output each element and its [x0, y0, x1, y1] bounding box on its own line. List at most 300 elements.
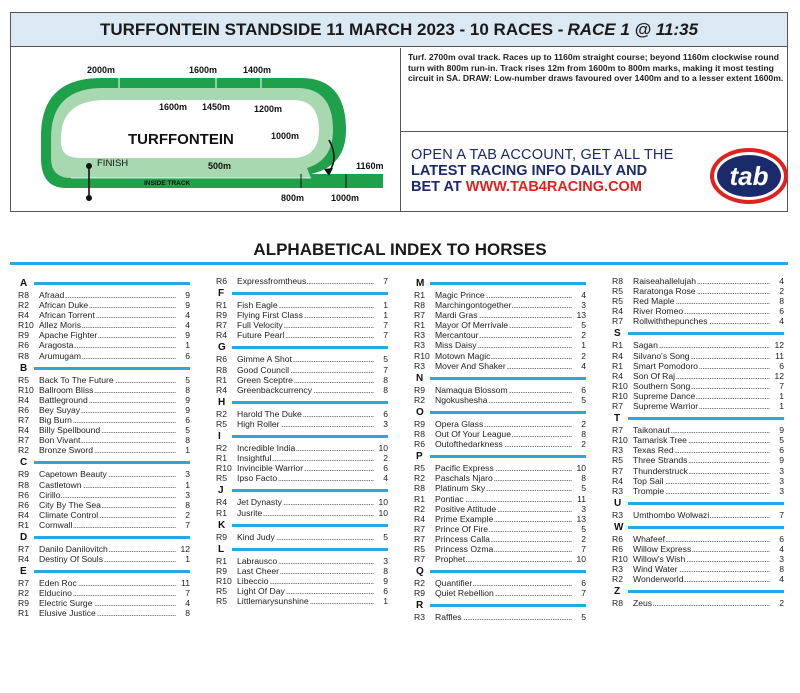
horse-row: [414, 578, 586, 588]
race-number: R4: [612, 306, 623, 317]
horse-name: Light Of Day: [237, 585, 285, 596]
horse-row: [18, 510, 190, 520]
race-number: R4: [216, 497, 227, 508]
horse-name-cell: [435, 351, 572, 361]
promo-line-1: OPEN A TAB ACCOUNT, GET ALL THE: [411, 147, 674, 163]
horse-name: Ballroom Bliss: [39, 384, 94, 395]
finish-post-top: [86, 163, 92, 169]
horse-name-cell: [237, 276, 374, 286]
race-number: R10: [612, 554, 628, 565]
horse-number: 2: [374, 453, 388, 463]
horse-row: [18, 330, 190, 340]
horse-name-cell: [39, 500, 176, 510]
horse-row: [216, 354, 388, 364]
horse-row: [414, 588, 586, 598]
race-number: R9: [414, 384, 425, 395]
horse-number: 4: [572, 290, 586, 300]
horse-number: 2: [572, 534, 586, 544]
horse-name: African Torrent: [39, 310, 95, 321]
letter-heading-text: U: [614, 497, 622, 509]
race-number: R9: [18, 598, 29, 609]
letter-rule: [430, 604, 586, 607]
horse-row: [414, 320, 586, 330]
horse-name: Motown Magic: [435, 350, 491, 361]
letter-heading-text: O: [416, 406, 424, 418]
horse-number: 10: [572, 554, 586, 564]
race-number: R8: [414, 300, 425, 311]
horse-row: [612, 340, 784, 350]
horse-row: [18, 490, 190, 500]
horse-name-cell: [435, 290, 572, 300]
horse-name-cell: [633, 544, 770, 554]
horse-number: 2: [572, 351, 586, 361]
horse-number: 3: [770, 554, 784, 564]
horse-number: 3: [176, 490, 190, 500]
horse-row: [216, 463, 388, 473]
horse-number: 5: [176, 375, 190, 385]
letter-rule: [628, 332, 784, 335]
race-number: R1: [414, 290, 425, 300]
letter-heading: [414, 450, 586, 463]
horse-row: [18, 598, 190, 608]
horse-number: 1: [374, 300, 388, 310]
horse-row: [612, 316, 784, 326]
horse-name: Good Council: [237, 364, 290, 375]
horse-name: Jet Dynasty: [237, 497, 282, 508]
race-number: R9: [414, 588, 425, 599]
horse-name: Jusrite: [237, 507, 263, 518]
horse-row: [18, 405, 190, 415]
horse-name-cell: [435, 439, 572, 449]
promo-url-link[interactable]: WWW.TAB4RACING.COM: [465, 179, 642, 195]
letter-heading-text: J: [218, 485, 224, 497]
horse-row: [216, 586, 388, 596]
horse-number: 7: [374, 276, 388, 286]
horse-number: 3: [770, 466, 784, 476]
horse-name-cell: [237, 453, 374, 463]
horse-number: 2: [770, 598, 784, 608]
race-number: R7: [18, 435, 29, 446]
promo-line-2: LATEST RACING INFO DAILY AND: [411, 163, 648, 179]
horse-number: 7: [176, 520, 190, 530]
race-number: R4: [18, 554, 29, 565]
race-number: R3: [414, 360, 425, 371]
horse-name: Magic Prince: [435, 290, 485, 300]
horse-name-cell: [39, 588, 176, 598]
race-number: R4: [612, 475, 623, 486]
marker-1450: 1450m: [202, 102, 231, 112]
horse-name-cell: [435, 483, 572, 493]
horse-row: [216, 453, 388, 463]
horse-name-cell: [435, 588, 572, 598]
race-number: R1: [414, 320, 425, 331]
horse-row: [414, 483, 586, 493]
horse-number: 6: [770, 306, 784, 316]
race-number: R10: [612, 380, 628, 391]
horse-name-cell: [435, 300, 572, 310]
horse-row: [612, 510, 784, 520]
horse-row: [414, 361, 586, 371]
horse-name-cell: [633, 435, 770, 445]
race-number: R10: [612, 435, 628, 446]
horse-name-cell: [435, 320, 572, 330]
horse-name: Supreme Dance: [633, 390, 696, 401]
horse-row: [18, 375, 190, 385]
horse-name: Cirillo: [39, 489, 61, 500]
horse-name: Willow's Wish: [633, 554, 686, 565]
horse-name: Namaqua Blossom: [435, 384, 508, 395]
horse-number: 8: [176, 435, 190, 445]
race-number: R8: [414, 483, 425, 494]
horse-number: 9: [374, 576, 388, 586]
horse-name: Harold The Duke: [237, 408, 302, 419]
horse-row: [414, 310, 586, 320]
horse-row: [216, 310, 388, 320]
horse-number: 2: [572, 419, 586, 429]
race-number: R7: [414, 533, 425, 544]
horse-number: 4: [770, 574, 784, 584]
horse-number: 1: [176, 480, 190, 490]
horse-name: Electric Surge: [39, 598, 93, 609]
horse-name: Paschals Njaro: [435, 473, 493, 484]
horse-number: 6: [770, 361, 784, 371]
race-number: R8: [18, 290, 29, 300]
horse-name-cell: [435, 554, 572, 564]
horse-number: 4: [374, 473, 388, 483]
horse-row: [216, 473, 388, 483]
horse-name: Incredible India: [237, 443, 296, 454]
horse-name-cell: [39, 395, 176, 405]
horse-name-cell: [237, 310, 374, 320]
horse-number: 3: [770, 486, 784, 496]
race-number: R10: [216, 463, 232, 474]
horse-row: [612, 598, 784, 608]
horse-row: [612, 401, 784, 411]
horse-name: Thunderstruck: [633, 465, 688, 476]
race-number: R7: [414, 310, 425, 321]
horse-name-cell: [633, 466, 770, 476]
marker-1000-inner: 1000m: [271, 131, 300, 141]
horse-name: Apache Fighter: [39, 330, 98, 341]
horse-name-cell: [237, 443, 374, 453]
horse-row: [216, 576, 388, 586]
horse-name: Wind Water: [633, 564, 678, 575]
horse-number: 6: [572, 578, 586, 588]
horse-name: Elusive Justice: [39, 608, 96, 619]
horse-name: Taikonaut: [633, 425, 670, 436]
track-name: TURFFONTEIN: [128, 131, 234, 148]
race-number: R7: [18, 543, 29, 554]
horse-row: [414, 494, 586, 504]
race-number: R7: [414, 554, 425, 565]
race-number: R6: [18, 499, 29, 510]
horse-name-cell: [237, 532, 374, 542]
race-number: R5: [216, 596, 227, 607]
race-number: R7: [612, 401, 623, 412]
track-description: Turf. 2700m oval track. Races up to 1160m straight course; beyond 1160m clockwise round turn with 800m run-in. Track rises 12m from 1600m to 800m marks, making it most testing circuit in SA. DRAW: Low-number draws favoured over 1400m and to a lesser extent 1600m.: [408, 52, 784, 83]
race-number: R10: [18, 384, 34, 395]
horse-row: [612, 306, 784, 316]
horse-name-cell: [39, 520, 176, 530]
horse-name-cell: [633, 425, 770, 435]
horse-row: [18, 588, 190, 598]
race-number: R3: [414, 612, 425, 623]
horse-name: Labrausco: [237, 555, 278, 566]
horse-row: [216, 419, 388, 429]
letter-rule: [232, 548, 388, 551]
index-rule: [10, 262, 788, 265]
letter-rule: [232, 401, 388, 404]
letter-heading: [612, 327, 784, 340]
letter-heading: [216, 484, 388, 497]
horse-name: Red Maple: [633, 296, 675, 307]
race-number: R4: [18, 310, 29, 321]
horse-number: 7: [770, 510, 784, 520]
letter-heading-text: T: [614, 413, 621, 425]
horse-name-cell: [39, 351, 176, 361]
horse-name-cell: [435, 429, 572, 439]
horse-number: 6: [770, 534, 784, 544]
horse-number: 5: [572, 524, 586, 534]
index-column: [612, 276, 784, 608]
horse-name-cell: [39, 608, 176, 618]
horse-name-cell: [237, 473, 374, 483]
race-number: R4: [18, 394, 29, 405]
letter-rule: [430, 377, 586, 380]
race-number: R5: [18, 374, 29, 385]
horse-row: [216, 300, 388, 310]
horse-name: Kind Judy: [237, 531, 275, 542]
horse-number: 5: [374, 532, 388, 542]
horse-name-cell: [39, 490, 176, 500]
letter-rule: [430, 282, 586, 285]
horse-name: Bey Suyay: [39, 404, 81, 415]
horse-name: Sagan: [633, 340, 658, 351]
horse-name-cell: [237, 354, 374, 364]
horse-name: Flying First Class: [237, 310, 303, 321]
race-number: R1: [216, 507, 227, 518]
horse-name-cell: [633, 476, 770, 486]
horse-number: 6: [572, 385, 586, 395]
horse-name: Raratonga Rose: [633, 286, 696, 297]
race-number: R4: [414, 513, 425, 524]
horse-name: Full Velocity: [237, 320, 283, 331]
horse-number: 4: [176, 320, 190, 330]
horse-name: Gimme A Shot: [237, 354, 292, 365]
horse-number: 9: [176, 330, 190, 340]
horse-name-cell: [633, 574, 770, 584]
race-number: R6: [612, 543, 623, 554]
horse-name: Texas Red: [633, 445, 674, 456]
race-number: R3: [612, 485, 623, 496]
race-number: R8: [414, 429, 425, 440]
horse-row: [216, 409, 388, 419]
horse-row: [414, 290, 586, 300]
horse-number: 7: [572, 544, 586, 554]
horse-name: Billy Spellbound: [39, 425, 101, 436]
horse-row: [414, 330, 586, 340]
letter-heading: [612, 497, 784, 510]
race-number: R2: [216, 443, 227, 454]
horse-name-cell: [237, 365, 374, 375]
horse-name: Elducino: [39, 588, 72, 599]
horse-number: 4: [770, 544, 784, 554]
horse-name-cell: [633, 564, 770, 574]
race-number: R6: [612, 533, 623, 544]
horse-number: 5: [176, 425, 190, 435]
finish-label: FINISH: [97, 158, 129, 169]
horse-name-cell: [633, 455, 770, 465]
marker-800: 800m: [281, 193, 305, 203]
horse-row: [18, 469, 190, 479]
horse-number: 4: [176, 310, 190, 320]
letter-heading: [216, 396, 388, 409]
horse-number: 8: [770, 564, 784, 574]
horse-number: 10: [572, 463, 586, 473]
horse-number: 8: [770, 296, 784, 306]
race-number: R2: [414, 578, 425, 589]
horse-number: 5: [770, 435, 784, 445]
horse-name-cell: [39, 578, 176, 588]
horse-row: [18, 554, 190, 564]
horse-row: [18, 435, 190, 445]
horse-row: [414, 429, 586, 439]
horse-row: [216, 566, 388, 576]
race-number: R7: [216, 320, 227, 331]
horse-name-cell: [237, 596, 374, 606]
marker-1400: 1400m: [243, 65, 272, 75]
letter-rule: [34, 570, 190, 573]
horse-row: [612, 574, 784, 584]
horse-number: 9: [176, 300, 190, 310]
horse-name-cell: [435, 494, 572, 504]
letter-heading: [216, 430, 388, 443]
letter-rule: [628, 502, 784, 505]
horse-number: 11: [770, 351, 784, 361]
letter-heading: [414, 406, 586, 419]
horse-name: Greenbackcurrency: [237, 384, 312, 395]
horse-row: [612, 544, 784, 554]
horse-number: 13: [572, 514, 586, 524]
horse-row: [216, 385, 388, 395]
horse-name-cell: [237, 320, 374, 330]
horse-name-cell: [39, 445, 176, 455]
horse-row: [18, 578, 190, 588]
letter-heading-text: G: [218, 342, 226, 354]
race-number: R3: [612, 564, 623, 575]
horse-name: River Romeo: [633, 306, 684, 317]
horse-number: 12: [176, 544, 190, 554]
horse-number: 9: [176, 405, 190, 415]
tab-promo: [411, 147, 701, 195]
horse-name-cell: [237, 330, 374, 340]
horse-number: 8: [176, 500, 190, 510]
letter-heading-text: K: [218, 519, 226, 531]
horse-name-cell: [633, 340, 770, 350]
letter-heading-text: E: [20, 566, 27, 578]
letter-heading-text: F: [218, 288, 225, 300]
horse-name-cell: [435, 612, 572, 622]
horse-number: 2: [770, 286, 784, 296]
race-number: R9: [216, 310, 227, 321]
horse-row: [18, 520, 190, 530]
horse-name: Danilo Danilovitch: [39, 543, 108, 554]
race-number: R4: [216, 330, 227, 341]
horse-number: 4: [176, 598, 190, 608]
horse-name: Tamarisk Tree: [633, 435, 687, 446]
horse-row: [216, 532, 388, 542]
horse-number: 1: [176, 340, 190, 350]
horse-name-cell: [435, 463, 572, 473]
letter-heading: [612, 412, 784, 425]
race-number: R3: [414, 340, 425, 351]
horse-name: Arumugam: [39, 350, 82, 361]
horse-name: Eden Roc: [39, 578, 77, 589]
race-number: R5: [216, 473, 227, 484]
horse-number: 3: [374, 556, 388, 566]
horse-number: 11: [572, 494, 586, 504]
promo-line-3: [411, 179, 701, 195]
horse-name-cell: [39, 554, 176, 564]
horse-name-cell: [435, 504, 572, 514]
horse-number: 1: [374, 596, 388, 606]
race-number: R1: [18, 519, 29, 530]
race-number: R2: [18, 300, 29, 311]
horse-row: [216, 596, 388, 606]
race-number: R2: [216, 408, 227, 419]
horse-number: 9: [770, 455, 784, 465]
horse-row: [414, 544, 586, 554]
letter-rule: [34, 536, 190, 539]
horse-name: Green Sceptre: [237, 374, 293, 385]
horse-name: Princess Ozma: [435, 543, 494, 554]
letter-heading: [18, 277, 190, 290]
letter-rule: [232, 292, 388, 295]
letter-heading-text: S: [614, 328, 621, 340]
horse-number: 3: [176, 469, 190, 479]
letter-rule: [430, 570, 586, 573]
letter-heading: [414, 565, 586, 578]
horse-number: 7: [176, 588, 190, 598]
race-number: R7: [18, 578, 29, 589]
horse-name-cell: [237, 566, 374, 576]
race-number: R5: [216, 418, 227, 429]
race-number: R4: [18, 509, 29, 520]
race-number: R7: [612, 425, 623, 436]
horse-name-cell: [633, 534, 770, 544]
horse-name-cell: [39, 375, 176, 385]
race-number: R2: [18, 445, 29, 456]
horse-number: 3: [572, 300, 586, 310]
horse-row: [18, 500, 190, 510]
horse-name: Libeccio: [237, 575, 269, 586]
horse-name: Afraad: [39, 290, 65, 300]
index-column: [414, 276, 586, 622]
race-number: R7: [18, 415, 29, 426]
horse-name: Marchingontogether: [435, 300, 512, 311]
horse-name-cell: [39, 405, 176, 415]
horse-name-cell: [435, 419, 572, 429]
horse-name-cell: [39, 425, 176, 435]
race-number: R2: [18, 588, 29, 599]
letter-heading-text: P: [416, 451, 423, 463]
race-number: R8: [18, 350, 29, 361]
horse-number: 3: [374, 419, 388, 429]
horse-number: 5: [572, 612, 586, 622]
horse-name: Quiet Rebellion: [435, 588, 494, 599]
horse-name-cell: [237, 463, 374, 473]
race-number: R1: [216, 555, 227, 566]
